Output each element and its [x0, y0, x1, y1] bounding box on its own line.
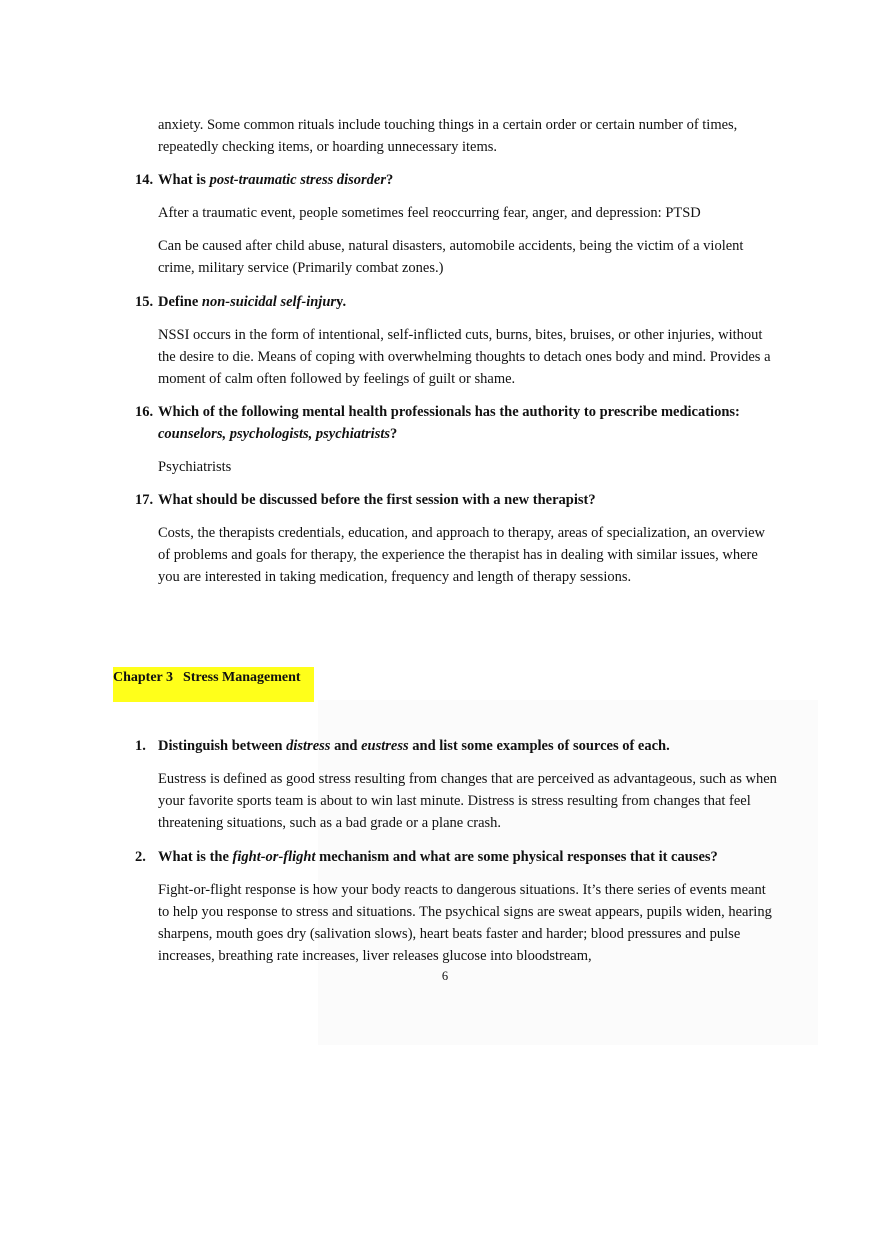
- question-number: 17.: [135, 492, 154, 508]
- question-15: [135, 291, 785, 313]
- question-number: 14.: [135, 172, 154, 188]
- answer-16: Psychiatrists: [158, 459, 232, 475]
- intro-paragraph: anxiety. Some common rituals include touching things in a certain order or certain number of times, repeatedly checking items, or hoarding unnecessary items.: [158, 117, 738, 155]
- answer-14-line-1: After a traumatic event, people sometimes feel reoccurring fear, anger, and depression: PTSD: [158, 205, 701, 221]
- question-text: Distinguish between: [158, 738, 287, 754]
- question-text: What should be discussed before the first session with a new therapist?: [158, 492, 596, 508]
- chapter-question-2: [135, 846, 785, 868]
- chapter-answer-1: Eustress is defined as good stress resulting from changes that are perceived as advantageous, such as when your favorite sports team is about to win last minute. Distress is stress resulting from changes that feel threatening situations, such as a bad grade or a plane crash.: [158, 771, 777, 831]
- question-number: 2.: [135, 849, 146, 865]
- page-number: 6: [441, 969, 449, 983]
- question-suffix: y.: [336, 294, 347, 310]
- question-term: fight-or-flight: [232, 849, 316, 865]
- question-text: Define: [158, 294, 202, 310]
- question-text: What is: [158, 172, 210, 188]
- chapter-question-1: [135, 735, 785, 757]
- question-term: post-traumatic stress disorder: [209, 172, 387, 188]
- chapter-title: Stress Management: [183, 670, 301, 685]
- question-term: eustress: [361, 738, 409, 754]
- question-14: [135, 169, 785, 191]
- question-suffix: ?: [390, 426, 398, 442]
- question-text: and list some examples of sources of each.: [408, 738, 670, 754]
- question-term: counselors, psychologists, psychiatrists: [158, 426, 391, 442]
- chapter-answer-2: Fight-or-flight response is how your body reacts to dangerous situations. It’s there series of events meant to help you response to stress and situations. The psychical signs are sweat appears, pupils widen, hearing sharpens, mouth goes dry (salivation slows), heart beats faster and harder; blood pressures and pulse increases, breathing rate increases, liver releases glucose into bloodstream,: [158, 882, 772, 964]
- question-text: mechanism and what are some physical responses that it causes?: [315, 849, 718, 865]
- question-17: [135, 489, 785, 511]
- question-term: distress: [286, 738, 331, 754]
- question-continuation: [135, 423, 785, 445]
- question-suffix: ?: [386, 172, 394, 188]
- question-term: non-suicidal self-injur: [201, 294, 337, 310]
- answer-15: NSSI occurs in the form of intentional, self-inflicted cuts, burns, bites, bruises, or other injuries, without the desire to die. Means of coping with overwhelming thoughts to detach ones body and mind. Provides a moment of calm often followed by feelings of guilt or shame.: [158, 327, 771, 387]
- chapter-heading: [113, 667, 314, 702]
- answer-14-line-2: Can be caused after child abuse, natural disasters, automobile accidents, being the victim of a violent crime, military service (Primarily combat zones.): [158, 238, 744, 276]
- question-number: 16.: [135, 404, 154, 420]
- answer-17: Costs, the therapists credentials, education, and approach to therapy, areas of specialization, an overview of problems and goals for therapy, the experience the therapist has in dealing with similar issues, where you are interested in taking medication, frequency and length of therapy sessions.: [158, 525, 766, 585]
- question-text: and: [330, 738, 362, 754]
- question-number: 15.: [135, 294, 154, 310]
- chapter-number: Chapter 3: [113, 670, 174, 685]
- question-16: [135, 401, 785, 445]
- question-text: What is the: [158, 849, 233, 865]
- question-text: Which of the following mental health professionals has the authority to prescribe medications:: [158, 404, 740, 420]
- question-number: 1.: [135, 738, 146, 754]
